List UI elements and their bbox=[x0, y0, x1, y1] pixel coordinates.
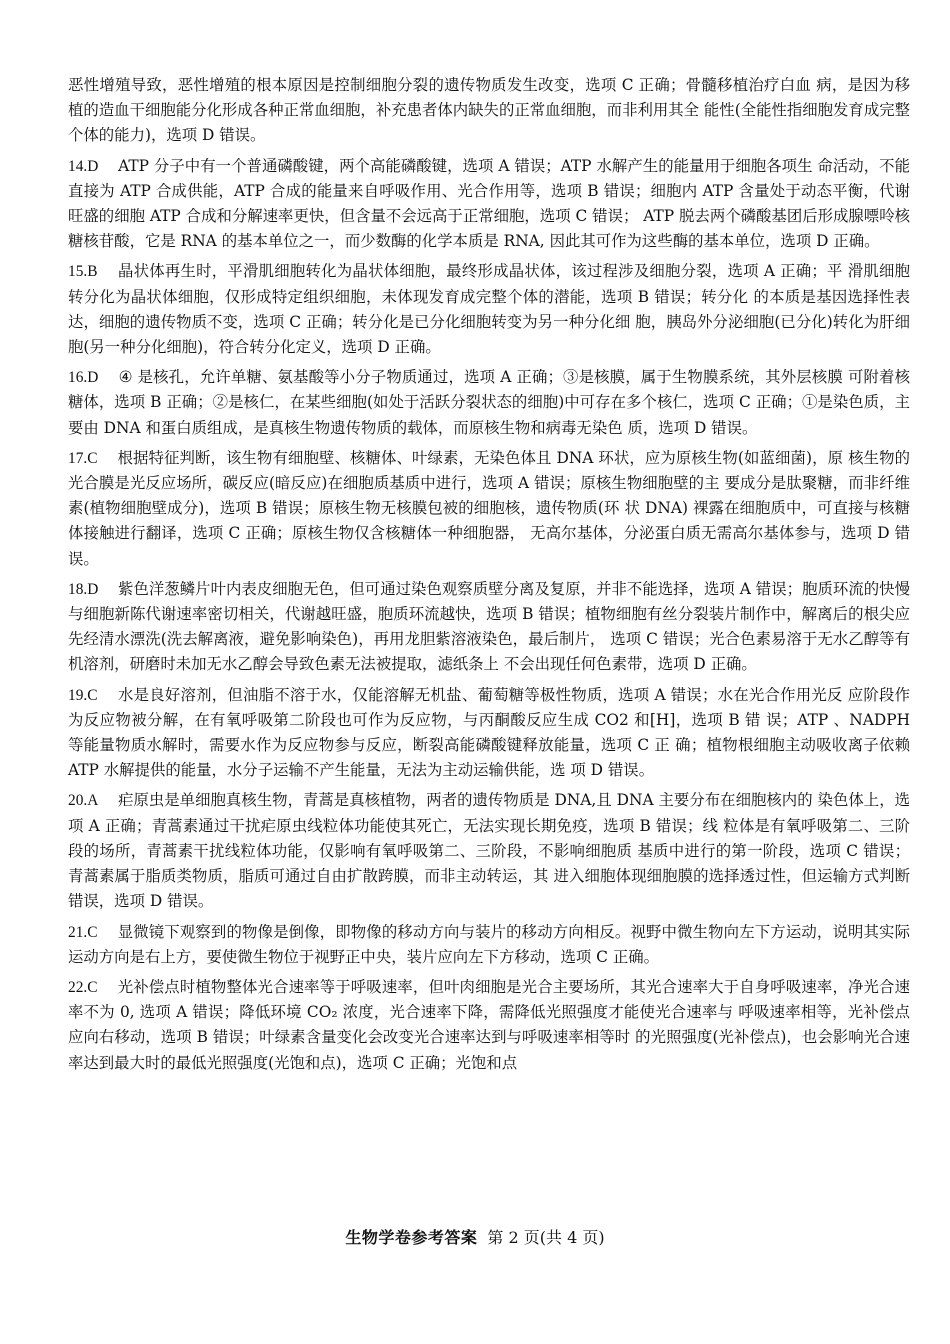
answer-explanation: ④ 是核孔，允许单糖、氨基酸等小分子物质通过，选项 A 正确；③是核膜，属于生物膜系统，其外层核膜 可附着核糖体，选项 B 正确；②是核仁，在某些细胞(如处于活跃分裂状态的细胞)中可存在多个核仁，选项 C 正确；①是染色质，主要由 DNA 和蛋白质组成，是真核生物遗传物质的载体，而原核生物和病毒无染色 质，选项 D 错误。 bbox=[68, 368, 910, 437]
answer-explanation: 显微镜下观察到的物像是倒像，即物像的移动方向与装片的移动方向相反。视野中微生物向左下方运动，说明其实际运动方向是右上方，要使微生物位于视野正中央，装片应向左下方移动，选项 C 正确。 bbox=[68, 922, 910, 966]
answer-explanation: 光补偿点时植物整体光合速率等于呼吸速率，但叶肉细胞是光合主要场所，其光合速率大于自身呼吸速率，净光合速率不为 0, 选项 A 错误；降低环境 CO₂ 浓度，光合速率下降，需降低光照强度才能使光合速率与 呼吸速率相等，光补偿点应向右移动，选项 B 错误；叶绿素含量变化会改变光合速率达到与呼吸速率相等时 的光照强度(光补偿点)，也会影响光合速率达到最大时的最低光照强度(光饱和点)，选项 C 正确；光饱和点 bbox=[68, 977, 910, 1072]
answer-explanation: 水是良好溶剂，但油脂不溶于水，仅能溶解无机盐、葡萄糖等极性物质，选项 A 错误；水在光合作用光反 应阶段作为反应物被分解，在有氧呼吸第二阶段也可作为反应物，与丙酮酸反应生成 CO2 和[H]，选项 B 错 误；ATP 、NADPH 等能量物质水解时，需要水作为反应物参与反应，断裂高能磷酸键释放能量，选项 C 正 确；植物根细胞主动吸收离子依赖 ATP 水解提供的能量，水分子运输不产生能量，无法为主动运输供能，选 项 D 错误。 bbox=[68, 685, 910, 780]
answer-explanation: 晶状体再生时，平滑肌细胞转化为晶状体细胞，最终形成晶状体，该过程涉及细胞分裂，选项 A 正确；平 滑肌细胞转分化为晶状体细胞，仅形成特定组织细胞，未体现发育成完整个体的潜能，选项 B 错误；转分化 的本质是基因选择性表达，细胞的遗传物质不变，选项 C 正确；转分化是已分化细胞转变为另一种分化细 胞，胰岛外分泌细胞(已分化)转化为肝细胞(另一种分化细胞)，符合转分化定义，选项 D 正确。 bbox=[68, 262, 910, 357]
answer-explanation: 根据特征判断，该生物有细胞壁、核糖体、叶绿素，无染色体且 DNA 环状，应为原核生物(如蓝细菌)，原 核生物的光合膜是光反应场所，碳反应(暗反应)在细胞质基质中进行，选项 A 错误；原核生物细胞壁的主 要成分是肽聚糖，而非纤维素(植物细胞壁成分)，选项 B 错误；原核生物无核膜包被的细胞核，遗传物质(环 状 DNA) 裸露在细胞质中，可直接与核糖体接触进行翻译，选项 C 正确；原核生物仅含核糖体一种细胞器， 无高尔基体，分泌蛋白质无需高尔基体参与，选项 D 错误。 bbox=[68, 448, 911, 568]
answer-item-16 bbox=[68, 365, 910, 441]
page-footer bbox=[0, 1226, 950, 1250]
answer-item-14 bbox=[68, 154, 910, 255]
answer-number: 20.A bbox=[68, 792, 99, 810]
answer-item-19 bbox=[68, 683, 910, 784]
answer-number: 14.D bbox=[68, 157, 99, 175]
answer-number: 22.C bbox=[68, 978, 98, 996]
answer-number: 16.D bbox=[68, 369, 99, 387]
answer-item-15 bbox=[68, 259, 910, 360]
answer-item-18 bbox=[68, 577, 910, 678]
answer-item-20 bbox=[68, 788, 910, 914]
intro-paragraph: 恶性增殖导致，恶性增殖的根本原因是控制细胞分裂的遗传物质发生改变，选项 C 正确；骨髓移植治疗白血 病，是因为移植的造血干细胞能分化形成各种正常血细胞，补充患者体内缺失的正常血细胞，而非利用其全 能性(全能性指细胞发育成完整个体的能力)，选项 D 错误。 bbox=[68, 76, 910, 145]
footer-title: 生物学卷参考答案 bbox=[345, 1228, 478, 1247]
answer-number: 15.B bbox=[68, 263, 98, 281]
answer-number: 19.C bbox=[68, 686, 98, 704]
answer-explanation: ATP 分子中有一个普通磷酸键，两个高能磷酸键，选项 A 错误；ATP 水解产生的能量用于细胞各项生 命活动，不能直接为 ATP 合成供能，ATP 合成的能量来自呼吸作用、光合作用等，选项 B 错误；细胞内 ATP 含量处于动态平衡，代谢旺盛的细胞 ATP 合成和分解速率更快，但含量不会远高于正常细胞，选项 C 错误； ATP 脱去两个磷酸基团后形成腺嘌呤核糖核苷酸，它是 RNA 的基本单位之一，而少数酶的化学本质是 RNA, 因此其可作为这些酶的基本单位，选项 D 正确。 bbox=[68, 156, 910, 251]
answer-content bbox=[68, 73, 910, 1076]
footer-page-info: 第 2 页(共 4 页) bbox=[487, 1228, 605, 1247]
answer-item-21 bbox=[68, 920, 910, 970]
answer-number: 18.D bbox=[68, 580, 99, 598]
answer-item-17 bbox=[68, 446, 910, 572]
answer-number: 21.C bbox=[68, 923, 98, 941]
answer-number: 17.C bbox=[68, 449, 98, 467]
answer-explanation: 疟原虫是单细胞真核生物，青蒿是真核植物，两者的遗传物质是 DNA,且 DNA 主要分布在细胞核内的 染色体上，选项 A 正确；青蒿素通过干扰疟原虫线粒体功能使其死亡，无法实现长期免疫，选项 B 错误；线 粒体是有氧呼吸第二、三阶段的场所，青蒿素干扰线粒体功能，仅影响有氧呼吸第二、三阶段，不影响细胞质 基质中进行的第一阶段，选项 C 错误；青蒿素属于脂质类物质，脂质可通过自由扩散跨膜，而非主动转运，其 进入细胞体现细胞膜的选择透过性，但运输方式判断错误，选项 D 错误。 bbox=[68, 791, 910, 911]
answer-explanation: 紫色洋葱鳞片叶内表皮细胞无色，但可通过染色观察质壁分离及复原，并非不能选择，选项 A 错误；胞质环流的快慢与细胞新陈代谢速率密切相关，代谢越旺盛，胞质环流越快，选项 B 错误；植物细胞有丝分裂装片制作中，解离后的根尖应先经清水漂洗(洗去解离液，避免影响染色)，再用龙胆紫溶液染色，最后制片， 选项 C 错误；光合色素易溶于无水乙醇等有机溶剂，研磨时未加无水乙醇会导致色素无法被提取，滤纸条上 不会出现任何色素带，选项 D 正确。 bbox=[68, 579, 910, 674]
answer-item-22 bbox=[68, 975, 910, 1076]
